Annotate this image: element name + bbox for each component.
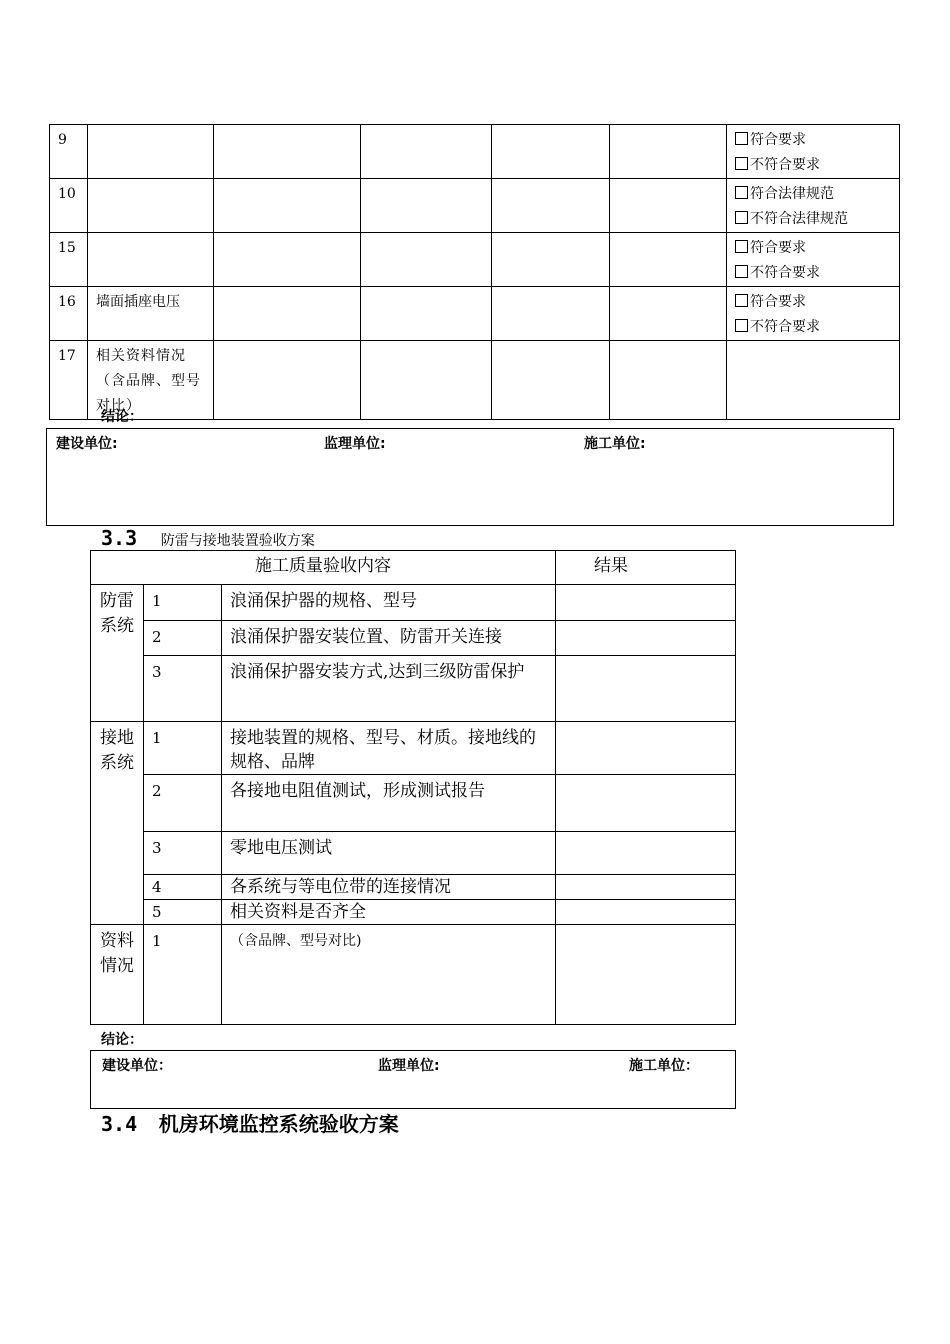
result-cell[interactable] xyxy=(556,832,736,875)
table-row xyxy=(50,233,900,287)
option[interactable]: 符合要求 xyxy=(735,236,893,261)
supervision-unit: 监理单位: xyxy=(324,436,386,452)
result-options xyxy=(727,233,900,287)
row-number: 2 xyxy=(144,775,222,832)
row-number: 4 xyxy=(144,875,222,900)
result-cell[interactable] xyxy=(556,875,736,900)
row-number: 17 xyxy=(50,341,88,420)
table-header-row xyxy=(91,551,736,585)
result-cell[interactable] xyxy=(556,722,736,775)
row-content: 零地电压测试 xyxy=(222,832,556,875)
row-content: 浪涌保护器的规格、型号 xyxy=(222,585,556,621)
option[interactable]: 不符合要求 xyxy=(735,315,893,340)
row-number: 10 xyxy=(50,179,88,233)
result-cell[interactable] xyxy=(556,585,736,621)
checkbox-icon[interactable] xyxy=(735,319,748,332)
table-row xyxy=(50,341,900,420)
table-row xyxy=(91,656,736,722)
row-number: 3 xyxy=(144,656,222,722)
conclusion-label: 结论： xyxy=(101,409,143,425)
result-cell[interactable] xyxy=(556,656,736,722)
option[interactable]: 符合要求 xyxy=(735,290,893,315)
construction-unit: 建设单位： xyxy=(102,1058,172,1074)
row-number: 9 xyxy=(50,125,88,179)
checkbox-icon[interactable] xyxy=(735,294,748,307)
row-number: 5 xyxy=(144,900,222,925)
row-content: 相关资料是否齐全 xyxy=(222,900,556,925)
table-row xyxy=(91,621,736,656)
table-row xyxy=(91,722,736,775)
row-number: 3 xyxy=(144,832,222,875)
supervision-unit: 监理单位: xyxy=(378,1058,440,1074)
table-row xyxy=(91,900,736,925)
category-cell: 资料情况 xyxy=(91,925,144,1025)
table-row xyxy=(50,125,900,179)
result-options xyxy=(727,287,900,341)
row-item xyxy=(88,179,214,233)
row-number: 1 xyxy=(144,722,222,775)
construction-unit: 建设单位: xyxy=(56,436,118,452)
signature-box xyxy=(46,428,894,526)
option[interactable]: 符合法律规范 xyxy=(735,182,893,207)
result-cell[interactable] xyxy=(556,775,736,832)
option[interactable]: 不符合要求 xyxy=(735,261,893,286)
row-item: 墙面插座电压 xyxy=(88,287,214,341)
result-options xyxy=(727,125,900,179)
table-row xyxy=(50,287,900,341)
row-number: 1 xyxy=(144,585,222,621)
table-row xyxy=(91,585,736,621)
header-content: 施工质量验收内容 xyxy=(91,551,556,585)
checkbox-icon[interactable] xyxy=(735,265,748,278)
acceptance-table xyxy=(90,550,736,1025)
table-row xyxy=(91,925,736,1025)
checkbox-icon[interactable] xyxy=(735,211,748,224)
row-content: 浪涌保护器安装方式,达到三级防雷保护 xyxy=(222,656,556,722)
checkbox-icon[interactable] xyxy=(735,132,748,145)
inspection-table xyxy=(49,124,900,420)
section-title: 防雷与接地装置验收方案 xyxy=(160,533,315,549)
category-cell: 防雷系统 xyxy=(91,585,144,722)
option[interactable]: 不符合要求 xyxy=(735,153,893,178)
row-content: 接地装置的规格、型号、材质。接地线的规格、品牌 xyxy=(222,722,556,775)
table-row xyxy=(50,179,900,233)
checkbox-icon[interactable] xyxy=(735,240,748,253)
row-content: 各接地电阻值测试，形成测试报告 xyxy=(222,775,556,832)
option[interactable]: 符合要求 xyxy=(735,128,893,153)
result-cell[interactable] xyxy=(556,621,736,656)
contractor-unit: 施工单位： xyxy=(629,1058,699,1074)
section-number: 3.4 xyxy=(101,1112,138,1136)
row-content: （含品牌、型号对比) xyxy=(222,925,556,1025)
result-cell[interactable] xyxy=(556,900,736,925)
row-number: 15 xyxy=(50,233,88,287)
section-heading xyxy=(101,526,315,550)
result-options xyxy=(727,179,900,233)
row-item xyxy=(88,125,214,179)
section-number: 3.3 xyxy=(101,526,138,550)
signature-box xyxy=(90,1050,736,1109)
table-row xyxy=(91,775,736,832)
result-cell[interactable] xyxy=(556,925,736,1025)
option[interactable]: 不符合法律规范 xyxy=(735,207,893,232)
row-item xyxy=(88,233,214,287)
row-content: 各系统与等电位带的连接情况 xyxy=(222,875,556,900)
section-heading xyxy=(101,1108,399,1137)
section-title: 机房环境监控系统验收方案 xyxy=(158,1112,399,1136)
conclusion-label: 结论： xyxy=(101,1032,143,1048)
table-row xyxy=(91,875,736,900)
checkbox-icon[interactable] xyxy=(735,186,748,199)
header-result: 结果 xyxy=(556,551,736,585)
row-number: 1 xyxy=(144,925,222,1025)
row-item: 相关资料情况（含品牌、型号对比） xyxy=(88,341,214,420)
row-number: 2 xyxy=(144,621,222,656)
table-row xyxy=(91,832,736,875)
category-cell: 接地系统 xyxy=(91,722,144,925)
checkbox-icon[interactable] xyxy=(735,157,748,170)
row-content: 浪涌保护器安装位置、防雷开关连接 xyxy=(222,621,556,656)
row-number: 16 xyxy=(50,287,88,341)
contractor-unit: 施工单位: xyxy=(584,436,646,452)
